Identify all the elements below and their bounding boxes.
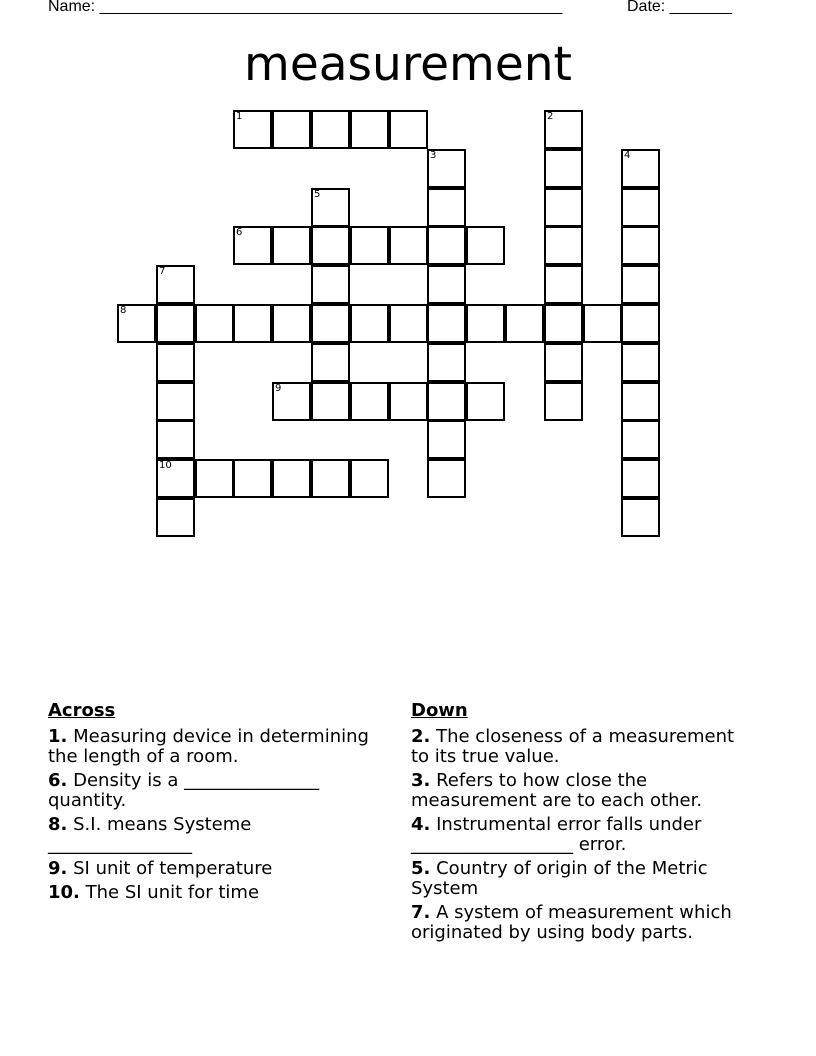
grid-cell[interactable] [621,382,660,421]
grid-cell[interactable] [427,382,466,421]
clue-number: 5. [411,858,431,879]
across-heading: Across [48,700,116,721]
grid-cell[interactable] [272,304,311,343]
grid-cell[interactable] [156,304,195,343]
grid-cell[interactable] [544,382,583,421]
down-heading: Down [411,700,468,721]
grid-cell[interactable] [311,110,350,149]
clue-number-label: 1 [236,111,243,122]
grid-cell[interactable] [427,420,466,459]
grid-cell[interactable] [311,226,350,265]
grid-cell[interactable] [621,343,660,382]
clue-number: 8. [48,814,68,835]
page-title: measurement [244,37,572,92]
grid-cell[interactable] [466,382,505,421]
grid-cell[interactable] [621,498,660,537]
clue-text: Measuring device in determining the length of a room. [48,726,369,767]
grid-cell[interactable] [427,265,466,304]
clue-number-label: 2 [547,111,554,122]
grid-cell[interactable] [233,304,272,343]
clue-across-9 [48,859,393,879]
date-field: Date: _______ [627,0,732,15]
grid-cell[interactable] [389,304,428,343]
clue-number: 2. [411,726,431,747]
clue-number-label: 5 [314,189,321,200]
clue-number: 1. [48,726,68,747]
grid-cell[interactable] [311,382,350,421]
clue-text: S.I. means Systeme ________________ [48,814,252,855]
grid-cell[interactable] [389,110,428,149]
grid-cell[interactable] [272,226,311,265]
clue-across-10 [48,883,393,903]
grid-cell[interactable] [621,226,660,265]
grid-cell[interactable] [427,343,466,382]
clue-text: SI unit of temperature [73,858,273,879]
grid-cell[interactable] [156,420,195,459]
grid-cell[interactable] [156,459,195,498]
clue-text: A system of measurement which originated by using body parts. [411,902,732,943]
grid-cell[interactable] [350,459,389,498]
grid-cell[interactable] [311,304,350,343]
grid-cell[interactable] [427,459,466,498]
clue-number-label: 10 [159,460,172,471]
grid-cell[interactable] [195,304,234,343]
name-field: Name: ____________________________________________________ [48,0,563,15]
clue-number: 7. [411,902,431,923]
grid-cell[interactable] [350,226,389,265]
clue-text: Country of origin of the Metric System [411,858,708,899]
across-clues [48,701,393,907]
clue-number: 9. [48,858,68,879]
clue-number-label: 7 [159,266,166,277]
grid-cell[interactable] [195,459,234,498]
grid-cell[interactable] [350,110,389,149]
clue-across-6 [48,771,393,811]
grid-cell[interactable] [389,382,428,421]
grid-cell[interactable] [233,459,272,498]
grid-cell[interactable] [311,188,350,227]
clue-down-4 [411,815,756,855]
grid-cell[interactable] [272,459,311,498]
clue-number: 10. [48,882,80,903]
grid-cell[interactable] [427,304,466,343]
grid-cell[interactable] [117,304,156,343]
grid-cell[interactable] [466,304,505,343]
clue-across-1 [48,727,393,767]
clue-number: 4. [411,814,431,835]
clue-down-3 [411,771,756,811]
grid-cell[interactable] [156,343,195,382]
grid-cell[interactable] [156,265,195,304]
clue-number-label: 9 [275,383,282,394]
grid-cell[interactable] [311,459,350,498]
clue-down-5 [411,859,756,899]
clue-down-2 [411,727,756,767]
grid-cell[interactable] [233,110,272,149]
clue-number-label: 6 [236,227,243,238]
clue-number-label: 4 [624,150,631,161]
grid-cell[interactable] [621,459,660,498]
grid-cell[interactable] [272,382,311,421]
grid-cell[interactable] [156,498,195,537]
down-clues [411,701,756,947]
grid-cell[interactable] [583,304,622,343]
grid-cell[interactable] [505,304,544,343]
clue-number: 3. [411,770,431,791]
grid-cell[interactable] [427,188,466,227]
grid-cell[interactable] [544,110,583,149]
grid-cell[interactable] [156,382,195,421]
grid-cell[interactable] [427,149,466,188]
grid-cell[interactable] [544,188,583,227]
grid-cell[interactable] [621,149,660,188]
clue-text: The SI unit for time [85,882,260,903]
clue-number: 6. [48,770,68,791]
clue-text: Density is a _______________ quantity. [48,770,320,811]
clue-down-7 [411,903,756,943]
grid-cell[interactable] [621,304,660,343]
clue-across-8 [48,815,393,855]
grid-cell[interactable] [350,382,389,421]
grid-cell[interactable] [311,343,350,382]
grid-cell[interactable] [350,304,389,343]
grid-cell[interactable] [544,304,583,343]
grid-cell[interactable] [389,226,428,265]
clue-number-label: 3 [430,150,437,161]
grid-cell[interactable] [311,265,350,304]
grid-cell[interactable] [544,149,583,188]
clue-text: Refers to how close the measurement are to each other. [411,770,703,811]
clue-text: The closeness of a measurement to its true value. [411,726,735,767]
grid-cell[interactable] [427,226,466,265]
grid-cell[interactable] [544,343,583,382]
clue-number-label: 8 [120,305,127,316]
grid-cell[interactable] [621,420,660,459]
grid-cell[interactable] [621,188,660,227]
grid-cell[interactable] [621,265,660,304]
grid-cell[interactable] [272,110,311,149]
grid-cell[interactable] [544,265,583,304]
grid-cell[interactable] [466,226,505,265]
grid-cell[interactable] [544,226,583,265]
grid-cell[interactable] [233,226,272,265]
clue-text: Instrumental error falls under __________________ error. [411,814,702,855]
